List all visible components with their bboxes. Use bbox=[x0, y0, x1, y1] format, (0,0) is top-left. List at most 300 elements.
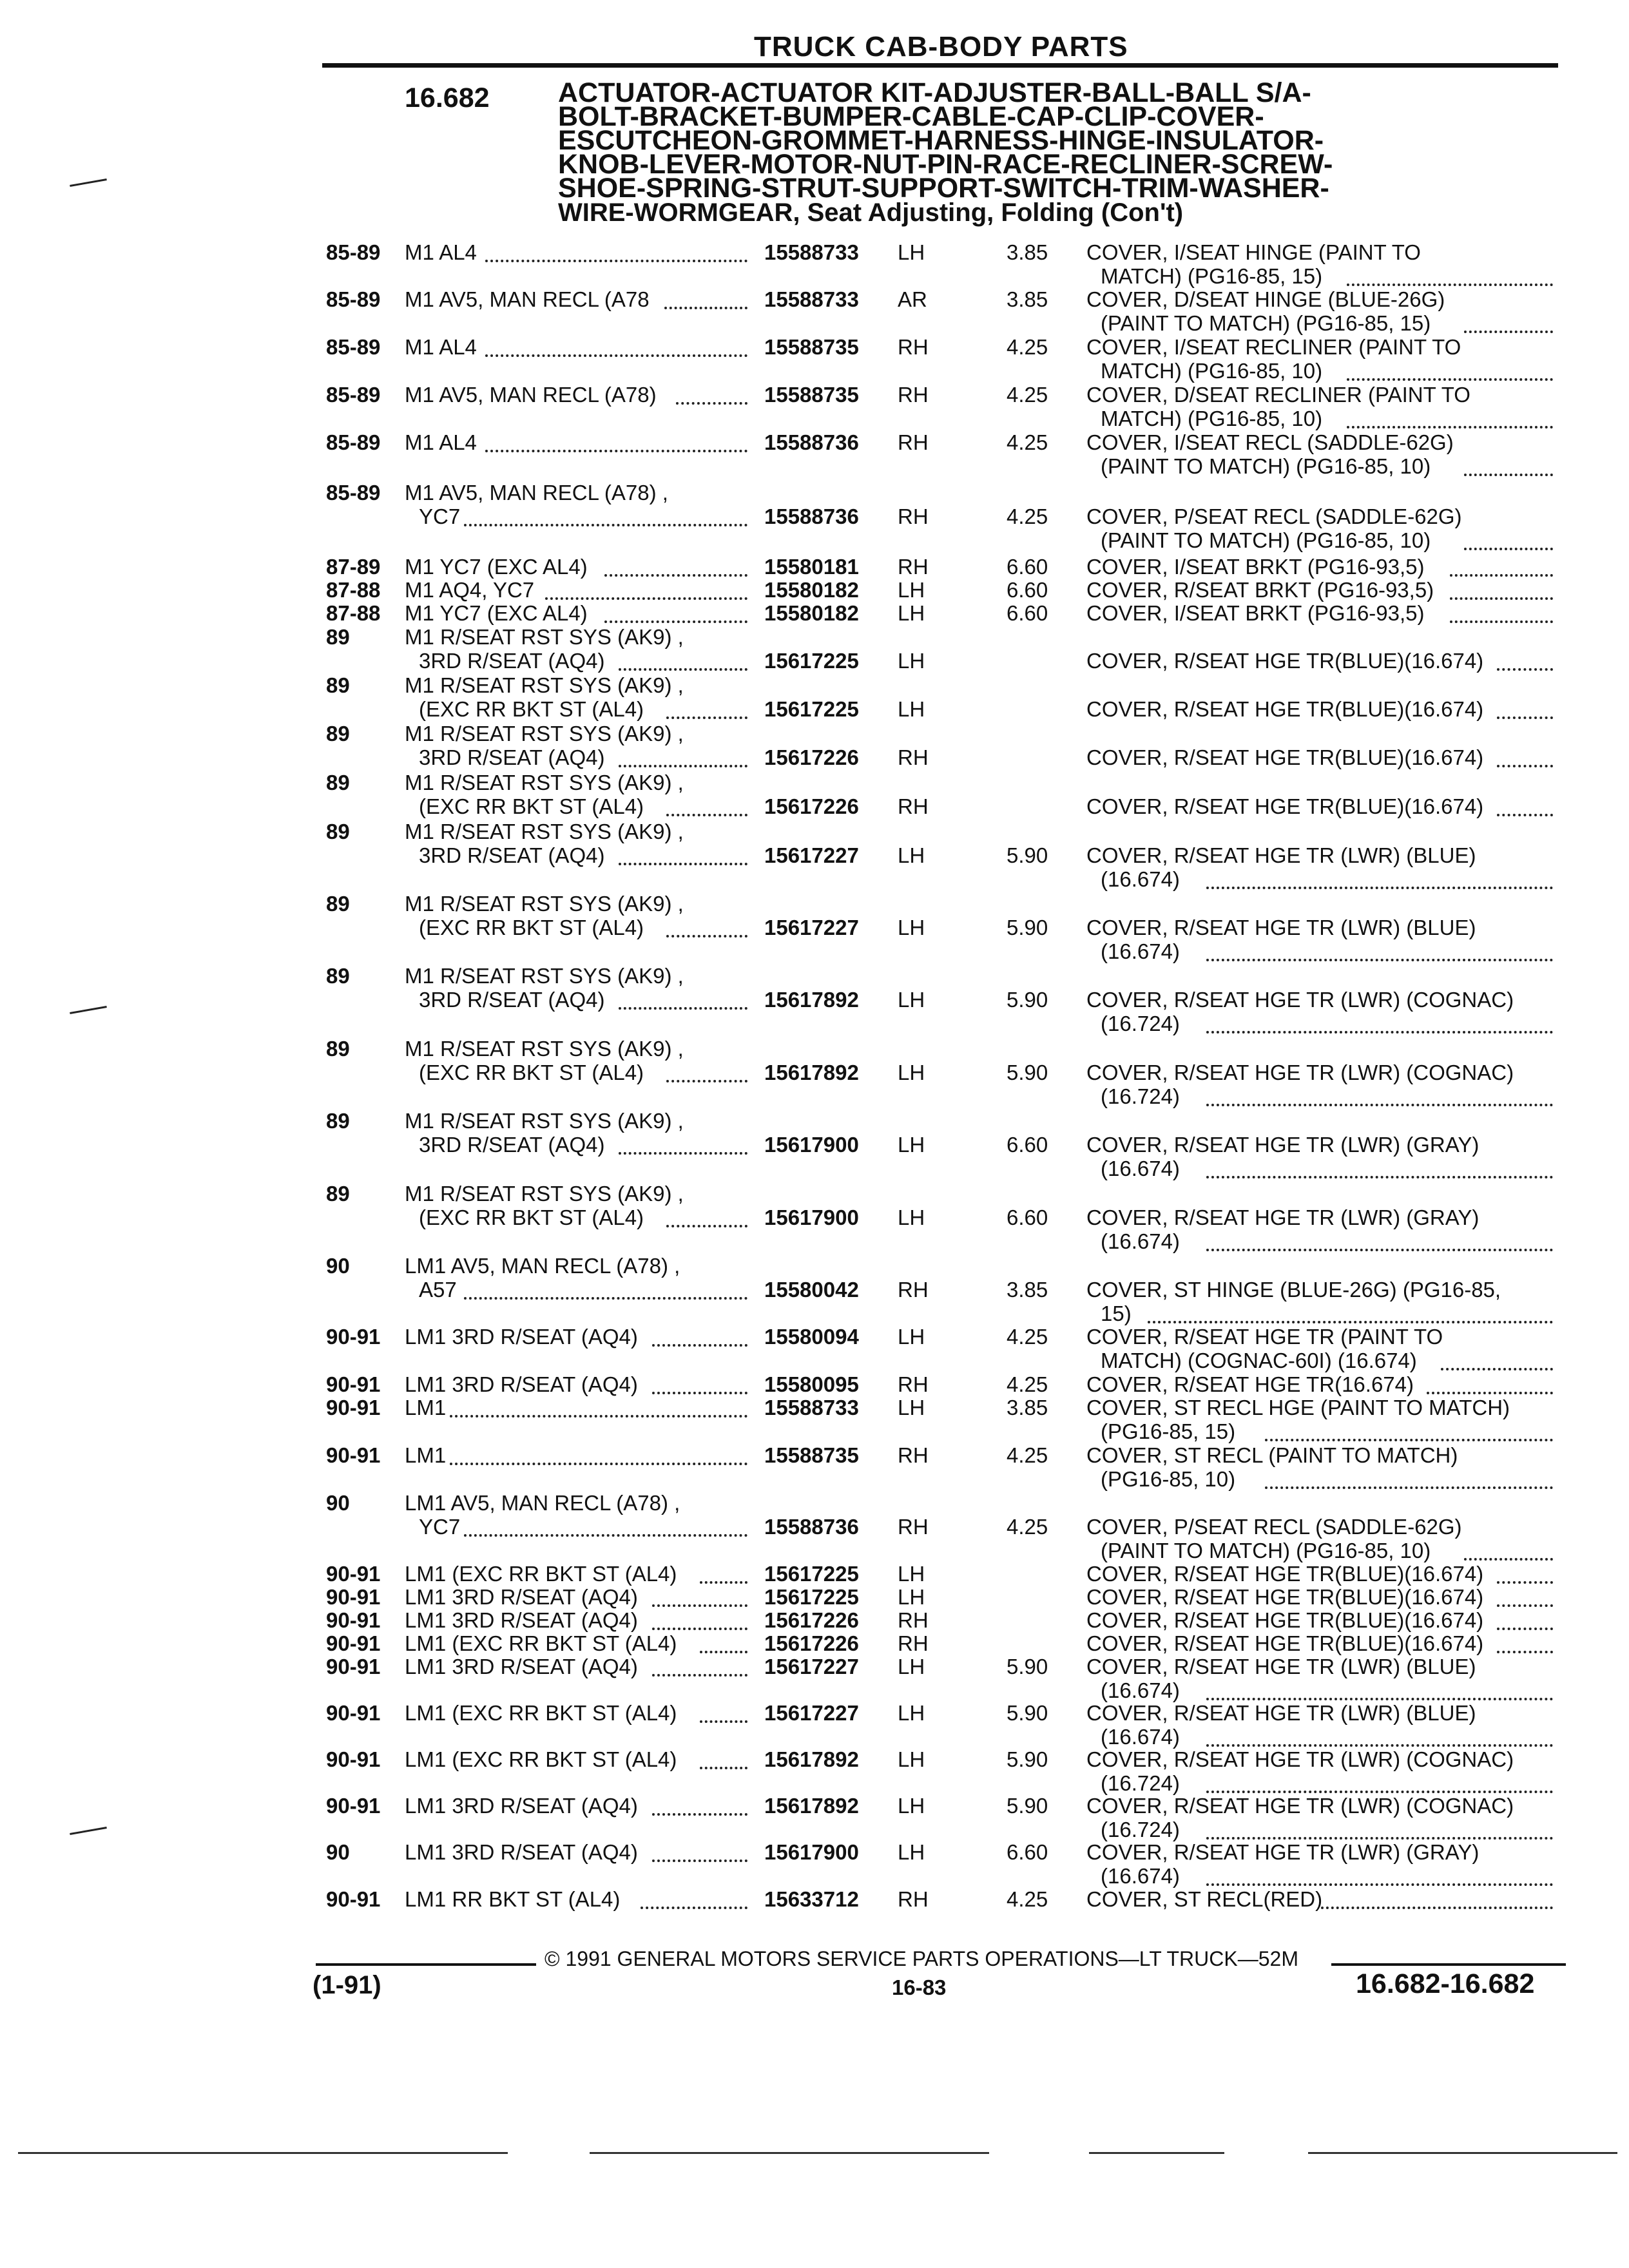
model-line: M1 AL4 bbox=[405, 335, 477, 359]
model-line: LM1 3RD R/SEAT (AQ4) bbox=[405, 1325, 638, 1349]
leader-dots bbox=[1206, 884, 1553, 889]
side-code: RH bbox=[898, 1278, 929, 1302]
leader-dots bbox=[1497, 666, 1553, 671]
price: 4.25 bbox=[1007, 1372, 1048, 1396]
leader-dots bbox=[450, 1460, 748, 1465]
model-line: LM1 bbox=[405, 1443, 447, 1467]
leader-dots bbox=[1148, 1318, 1553, 1323]
description-line: COVER, ST RECL HGE (PAINT TO MATCH) bbox=[1086, 1396, 1510, 1419]
model-line: M1 R/SEAT RST SYS (AK9) , bbox=[405, 964, 684, 988]
price: 4.25 bbox=[1007, 335, 1048, 359]
model-line: M1 R/SEAT RST SYS (AK9) , bbox=[405, 1182, 684, 1206]
leader-dots bbox=[485, 257, 747, 262]
leader-dots bbox=[1347, 281, 1553, 286]
model-line: LM1 3RD R/SEAT (AQ4) bbox=[405, 1608, 638, 1632]
description-line: (PAINT TO MATCH) (PG16-85, 10) bbox=[1101, 454, 1431, 478]
description-line: (16.674) bbox=[1101, 867, 1180, 891]
description-line: (16.724) bbox=[1101, 1084, 1180, 1108]
leader-dots bbox=[1497, 1579, 1553, 1584]
year-range: 90-91 bbox=[326, 1747, 381, 1771]
footer-date-code: (1-91) bbox=[313, 1971, 381, 1999]
part-number: 15588735 bbox=[764, 335, 859, 359]
side-code: LH bbox=[898, 1585, 925, 1609]
side-code: LH bbox=[898, 1701, 925, 1725]
side-code: RH bbox=[898, 1515, 929, 1539]
part-number: 15580094 bbox=[764, 1325, 859, 1349]
section-title-line: ESCUTCHEON-GROMMET-HARNESS-HINGE-INSULATOR- bbox=[558, 125, 1324, 156]
year-range: 90-91 bbox=[326, 1701, 381, 1725]
model-line: A57 bbox=[419, 1278, 457, 1302]
year-range: 90-91 bbox=[326, 1655, 381, 1678]
part-number: 15617227 bbox=[764, 916, 859, 939]
page-edge-line bbox=[1089, 2152, 1224, 2154]
price: 5.90 bbox=[1007, 1747, 1048, 1771]
part-number: 15580182 bbox=[764, 601, 859, 625]
leader-dots bbox=[1450, 572, 1553, 577]
model-line: M1 R/SEAT RST SYS (AK9) , bbox=[405, 1109, 684, 1133]
side-code: RH bbox=[898, 555, 929, 579]
year-range: 90-91 bbox=[326, 1396, 381, 1419]
leader-dots bbox=[664, 304, 748, 309]
price: 5.90 bbox=[1007, 1061, 1048, 1084]
leader-dots bbox=[1206, 1881, 1553, 1886]
year-range: 90-91 bbox=[326, 1794, 381, 1818]
model-line: YC7 bbox=[419, 505, 461, 528]
price: 5.90 bbox=[1007, 988, 1048, 1012]
description-line: COVER, R/SEAT HGE TR (PAINT TO bbox=[1086, 1325, 1443, 1349]
leader-dots bbox=[700, 1764, 747, 1769]
year-range: 85-89 bbox=[326, 335, 381, 359]
leader-dots bbox=[450, 1412, 748, 1418]
year-range: 87-88 bbox=[326, 601, 381, 625]
leader-dots bbox=[1206, 1246, 1553, 1251]
side-code: LH bbox=[898, 1747, 925, 1771]
leader-dots bbox=[464, 521, 748, 526]
leader-dots bbox=[652, 1625, 747, 1630]
description-line: (PAINT TO MATCH) (PG16-85, 10) bbox=[1101, 1539, 1431, 1562]
side-code: LH bbox=[898, 1794, 925, 1818]
price: 5.90 bbox=[1007, 1655, 1048, 1678]
side-code: LH bbox=[898, 1325, 925, 1349]
part-number: 15617900 bbox=[764, 1206, 859, 1229]
price: 4.25 bbox=[1007, 505, 1048, 528]
side-code: RH bbox=[898, 1372, 929, 1396]
description-line: (16.674) bbox=[1101, 1725, 1180, 1749]
side-code: LH bbox=[898, 1206, 925, 1229]
leader-dots bbox=[1206, 956, 1553, 961]
description-line: COVER, I/SEAT RECLINER (PAINT TO bbox=[1086, 335, 1461, 359]
price: 3.85 bbox=[1007, 1278, 1048, 1302]
side-code: LH bbox=[898, 843, 925, 867]
year-range: 85-89 bbox=[326, 383, 381, 407]
leader-dots bbox=[1265, 1436, 1553, 1441]
year-range: 90-91 bbox=[326, 1325, 381, 1349]
page-edge-line bbox=[1308, 2152, 1617, 2154]
year-range: 89 bbox=[326, 722, 350, 745]
year-range: 90-91 bbox=[326, 1887, 381, 1911]
description-line: COVER, R/SEAT HGE TR (LWR) (BLUE) bbox=[1086, 916, 1476, 939]
model-line: M1 AL4 bbox=[405, 430, 477, 454]
description-line: COVER, R/SEAT HGE TR (LWR) (COGNAC) bbox=[1086, 988, 1514, 1012]
leader-dots bbox=[1497, 714, 1553, 719]
year-range: 89 bbox=[326, 1037, 350, 1061]
leader-dots bbox=[1464, 328, 1553, 333]
part-number: 15617226 bbox=[764, 1608, 859, 1632]
description-line: COVER, R/SEAT HGE TR (LWR) (BLUE) bbox=[1086, 1701, 1476, 1725]
leader-dots bbox=[641, 1904, 748, 1909]
year-range: 85-89 bbox=[326, 430, 381, 454]
description-line: COVER, ST RECL (PAINT TO MATCH) bbox=[1086, 1443, 1458, 1467]
description-line: COVER, R/SEAT HGE TR(BLUE)(16.674) bbox=[1086, 1585, 1484, 1609]
description-line: COVER, I/SEAT BRKT (PG16-93,5) bbox=[1086, 555, 1425, 579]
price: 5.90 bbox=[1007, 1794, 1048, 1818]
year-range: 85-89 bbox=[326, 481, 381, 505]
description-line: MATCH) (PG16-85, 10) bbox=[1101, 407, 1323, 430]
description-line: COVER, R/SEAT HGE TR(BLUE)(16.674) bbox=[1086, 794, 1484, 818]
model-line: (EXC RR BKT ST (AL4) bbox=[419, 1061, 644, 1084]
leader-dots bbox=[1497, 811, 1553, 816]
description-line: MATCH) (PG16-85, 15) bbox=[1101, 264, 1323, 288]
year-range: 85-89 bbox=[326, 240, 381, 264]
price: 3.85 bbox=[1007, 1396, 1048, 1419]
model-line: LM1 3RD R/SEAT (AQ4) bbox=[405, 1585, 638, 1609]
description-line: MATCH) (COGNAC-60I) (16.674) bbox=[1101, 1349, 1417, 1372]
description-line: (16.724) bbox=[1101, 1012, 1180, 1035]
description-line: COVER, R/SEAT HGE TR (LWR) (COGNAC) bbox=[1086, 1794, 1514, 1818]
part-number: 15633712 bbox=[764, 1887, 859, 1911]
side-code: LH bbox=[898, 578, 925, 602]
section-title-line: KNOB-LEVER-MOTOR-NUT-PIN-RACE-RECLINER-SCREW- bbox=[558, 149, 1333, 180]
leader-dots bbox=[619, 1004, 747, 1010]
model-line: M1 R/SEAT RST SYS (AK9) , bbox=[405, 722, 684, 745]
description-line: COVER, R/SEAT HGE TR (LWR) (GRAY) bbox=[1086, 1840, 1480, 1864]
leader-dots bbox=[1206, 1028, 1553, 1033]
description-line: COVER, P/SEAT RECL (SADDLE-62G) bbox=[1086, 1515, 1462, 1539]
description-line: COVER, R/SEAT HGE TR(BLUE)(16.674) bbox=[1086, 697, 1484, 721]
price: 6.60 bbox=[1007, 555, 1048, 579]
description-line: COVER, I/SEAT BRKT (PG16-93,5) bbox=[1086, 601, 1425, 625]
section-title-last-keywords: WIRE-WORMGEAR, bbox=[558, 198, 807, 227]
leader-dots bbox=[1347, 376, 1553, 381]
side-code: LH bbox=[898, 649, 925, 673]
leader-dots bbox=[1450, 618, 1553, 623]
model-line: LM1 (EXC RR BKT ST (AL4) bbox=[405, 1631, 677, 1655]
side-code: LH bbox=[898, 1840, 925, 1864]
model-line: LM1 3RD R/SEAT (AQ4) bbox=[405, 1840, 638, 1864]
year-range: 90-91 bbox=[326, 1631, 381, 1655]
description-line: MATCH) (PG16-85, 10) bbox=[1101, 359, 1323, 383]
year-range: 90 bbox=[326, 1840, 350, 1864]
side-code: LH bbox=[898, 1562, 925, 1586]
part-number: 15580182 bbox=[764, 578, 859, 602]
price: 3.85 bbox=[1007, 240, 1048, 264]
description-line: COVER, R/SEAT HGE TR(BLUE)(16.674) bbox=[1086, 1608, 1484, 1632]
model-line: M1 R/SEAT RST SYS (AK9) , bbox=[405, 673, 684, 697]
description-line: (PAINT TO MATCH) (PG16-85, 10) bbox=[1101, 528, 1431, 552]
leader-dots bbox=[545, 595, 748, 600]
side-code: LH bbox=[898, 916, 925, 939]
description-line: COVER, R/SEAT HGE TR (LWR) (GRAY) bbox=[1086, 1206, 1480, 1229]
model-line: M1 YC7 (EXC AL4) bbox=[405, 555, 588, 579]
year-range: 89 bbox=[326, 625, 350, 649]
model-line: 3RD R/SEAT (AQ4) bbox=[419, 1133, 605, 1157]
leader-dots bbox=[1497, 1648, 1553, 1653]
year-range: 89 bbox=[326, 1109, 350, 1133]
model-line: LM1 AV5, MAN RECL (A78) , bbox=[405, 1491, 680, 1515]
page-edge-line bbox=[590, 2152, 989, 2154]
model-line: M1 R/SEAT RST SYS (AK9) , bbox=[405, 892, 684, 916]
leader-dots bbox=[619, 1149, 747, 1155]
description-line: COVER, R/SEAT HGE TR (LWR) (BLUE) bbox=[1086, 1655, 1476, 1678]
leader-dots bbox=[666, 1222, 747, 1227]
description-line: COVER, I/SEAT RECL (SADDLE-62G) bbox=[1086, 430, 1454, 454]
side-code: LH bbox=[898, 1133, 925, 1157]
model-line: LM1 (EXC RR BKT ST (AL4) bbox=[405, 1747, 677, 1771]
description-line: COVER, R/SEAT HGE TR(BLUE)(16.674) bbox=[1086, 1631, 1484, 1655]
side-code: RH bbox=[898, 505, 929, 528]
model-line: M1 AV5, MAN RECL (A78 bbox=[405, 287, 650, 311]
leader-dots bbox=[652, 1602, 747, 1607]
description-line: COVER, R/SEAT BRKT (PG16-93,5) bbox=[1086, 578, 1434, 602]
model-line: M1 AQ4, YC7 bbox=[405, 578, 535, 602]
leader-dots bbox=[652, 1389, 747, 1394]
footer-copyright: © 1991 GENERAL MOTORS SERVICE PARTS OPERATIONS—LT TRUCK—52M bbox=[545, 1947, 1298, 1970]
leader-dots bbox=[1206, 1742, 1553, 1747]
part-number: 15617225 bbox=[764, 1562, 859, 1586]
part-number: 15617900 bbox=[764, 1840, 859, 1864]
part-number: 15580042 bbox=[764, 1278, 859, 1302]
part-number: 15588736 bbox=[764, 1515, 859, 1539]
part-number: 15617226 bbox=[764, 1631, 859, 1655]
leader-dots bbox=[1347, 423, 1553, 428]
model-line: M1 R/SEAT RST SYS (AK9) , bbox=[405, 1037, 684, 1061]
part-number: 15588733 bbox=[764, 287, 859, 311]
page-edge-line bbox=[18, 2152, 508, 2154]
description-line: COVER, ST HINGE (BLUE-26G) (PG16-85, bbox=[1086, 1278, 1501, 1302]
model-line: 3RD R/SEAT (AQ4) bbox=[419, 988, 605, 1012]
model-line: LM1 3RD R/SEAT (AQ4) bbox=[405, 1655, 638, 1678]
year-range: 90-91 bbox=[326, 1608, 381, 1632]
model-line: M1 YC7 (EXC AL4) bbox=[405, 601, 588, 625]
model-line: (EXC RR BKT ST (AL4) bbox=[419, 697, 644, 721]
model-line: M1 AV5, MAN RECL (A78) bbox=[405, 383, 657, 407]
leader-dots bbox=[1497, 762, 1553, 767]
part-number: 15617227 bbox=[764, 1655, 859, 1678]
leader-dots bbox=[666, 811, 747, 816]
side-code: RH bbox=[898, 335, 929, 359]
leader-dots bbox=[666, 1077, 747, 1082]
description-line: COVER, I/SEAT HINGE (PAINT TO bbox=[1086, 240, 1421, 264]
year-range: 90 bbox=[326, 1491, 350, 1515]
description-line: (PG16-85, 15) bbox=[1101, 1419, 1236, 1443]
model-line: 3RD R/SEAT (AQ4) bbox=[419, 649, 605, 673]
price: 6.60 bbox=[1007, 601, 1048, 625]
side-code: LH bbox=[898, 988, 925, 1012]
section-title-line: BOLT-BRACKET-BUMPER-CABLE-CAP-CLIP-COVER- bbox=[558, 101, 1264, 132]
year-range: 90-91 bbox=[326, 1562, 381, 1586]
side-code: RH bbox=[898, 1608, 929, 1632]
side-code: AR bbox=[898, 287, 927, 311]
price: 6.60 bbox=[1007, 578, 1048, 602]
leader-dots bbox=[1206, 1173, 1553, 1178]
model-line: M1 AV5, MAN RECL (A78) , bbox=[405, 481, 668, 505]
leader-dots bbox=[1450, 595, 1553, 600]
side-code: RH bbox=[898, 1887, 929, 1911]
year-range: 87-89 bbox=[326, 555, 381, 579]
price: 6.60 bbox=[1007, 1840, 1048, 1864]
price: 3.85 bbox=[1007, 287, 1048, 311]
part-number: 15617225 bbox=[764, 1585, 859, 1609]
description-line: COVER, R/SEAT HGE TR (LWR) (GRAY) bbox=[1086, 1133, 1480, 1157]
part-number: 15617900 bbox=[764, 1133, 859, 1157]
description-line: COVER, D/SEAT HINGE (BLUE-26G) bbox=[1086, 287, 1445, 311]
leader-dots bbox=[1206, 1788, 1553, 1793]
description-line: COVER, P/SEAT RECL (SADDLE-62G) bbox=[1086, 505, 1462, 528]
price: 4.25 bbox=[1007, 1515, 1048, 1539]
model-line: LM1 3RD R/SEAT (AQ4) bbox=[405, 1794, 638, 1818]
side-code: RH bbox=[898, 1631, 929, 1655]
part-number: 15617227 bbox=[764, 843, 859, 867]
year-range: 90-91 bbox=[326, 1585, 381, 1609]
description-line: COVER, R/SEAT HGE TR (LWR) (COGNAC) bbox=[1086, 1747, 1514, 1771]
side-code: LH bbox=[898, 1061, 925, 1084]
leader-dots bbox=[652, 1671, 747, 1677]
description-line: COVER, R/SEAT HGE TR(BLUE)(16.674) bbox=[1086, 745, 1484, 769]
leader-dots bbox=[666, 932, 747, 937]
leader-dots bbox=[1497, 1625, 1553, 1630]
model-line: LM1 (EXC RR BKT ST (AL4) bbox=[405, 1562, 677, 1586]
year-range: 89 bbox=[326, 964, 350, 988]
leader-dots bbox=[1441, 1365, 1553, 1370]
price: 4.25 bbox=[1007, 1443, 1048, 1467]
description-line: (16.674) bbox=[1101, 1229, 1180, 1253]
year-range: 89 bbox=[326, 771, 350, 794]
model-line: LM1 (EXC RR BKT ST (AL4) bbox=[405, 1701, 677, 1725]
price: 5.90 bbox=[1007, 916, 1048, 939]
description-line: (16.674) bbox=[1101, 1864, 1180, 1888]
description-line: COVER, R/SEAT HGE TR(16.674) bbox=[1086, 1372, 1414, 1396]
description-line: (16.724) bbox=[1101, 1771, 1180, 1795]
price: 6.60 bbox=[1007, 1206, 1048, 1229]
leader-dots bbox=[619, 860, 747, 865]
leader-dots bbox=[619, 666, 747, 671]
side-code: RH bbox=[898, 794, 929, 818]
part-number: 15580181 bbox=[764, 555, 859, 579]
leader-dots bbox=[1464, 1555, 1553, 1561]
part-number: 15588733 bbox=[764, 240, 859, 264]
side-code: LH bbox=[898, 1396, 925, 1419]
footer-rule bbox=[1331, 1963, 1566, 1966]
model-line: LM1 AV5, MAN RECL (A78) , bbox=[405, 1254, 680, 1278]
leader-dots bbox=[604, 572, 747, 577]
side-code: RH bbox=[898, 1443, 929, 1467]
description-line: COVER, R/SEAT HGE TR (LWR) (BLUE) bbox=[1086, 843, 1476, 867]
part-number: 15617892 bbox=[764, 1061, 859, 1084]
part-number: 15617227 bbox=[764, 1701, 859, 1725]
part-number: 15617225 bbox=[764, 649, 859, 673]
description-line: COVER, R/SEAT HGE TR (LWR) (COGNAC) bbox=[1086, 1061, 1514, 1084]
description-line: (16.674) bbox=[1101, 939, 1180, 963]
leader-dots bbox=[676, 399, 747, 405]
year-range: 90-91 bbox=[326, 1372, 381, 1396]
description-line: COVER, D/SEAT RECLINER (PAINT TO bbox=[1086, 383, 1470, 407]
section-number: 16.682 bbox=[405, 82, 490, 113]
year-range: 85-89 bbox=[326, 287, 381, 311]
description-line: COVER, ST RECL(RED) bbox=[1086, 1887, 1323, 1911]
part-number: 15617225 bbox=[764, 697, 859, 721]
part-number: 15588735 bbox=[764, 1443, 859, 1467]
year-range: 90 bbox=[326, 1254, 350, 1278]
model-line: M1 R/SEAT RST SYS (AK9) , bbox=[405, 771, 684, 794]
model-line: 3RD R/SEAT (AQ4) bbox=[419, 745, 605, 769]
leader-dots bbox=[1321, 1904, 1553, 1909]
page-header-title: TRUCK CAB-BODY PARTS bbox=[754, 31, 1128, 62]
leader-dots bbox=[619, 762, 747, 767]
side-code: LH bbox=[898, 240, 925, 264]
part-number: 15588733 bbox=[764, 1396, 859, 1419]
price: 6.60 bbox=[1007, 1133, 1048, 1157]
leader-dots bbox=[700, 1718, 747, 1723]
leader-dots bbox=[666, 714, 747, 719]
year-range: 89 bbox=[326, 820, 350, 843]
description-line: (PAINT TO MATCH) (PG16-85, 15) bbox=[1101, 311, 1431, 335]
leader-dots bbox=[1206, 1834, 1553, 1840]
model-line: M1 R/SEAT RST SYS (AK9) , bbox=[405, 625, 684, 649]
model-line: LM1 RR BKT ST (AL4) bbox=[405, 1887, 621, 1911]
part-number: 15588736 bbox=[764, 430, 859, 454]
description-line: COVER, R/SEAT HGE TR(BLUE)(16.674) bbox=[1086, 649, 1484, 673]
side-code: RH bbox=[898, 745, 929, 769]
price: 5.90 bbox=[1007, 843, 1048, 867]
part-number: 15617226 bbox=[764, 745, 859, 769]
leader-dots bbox=[464, 1532, 748, 1537]
price: 5.90 bbox=[1007, 1701, 1048, 1725]
model-line: YC7 bbox=[419, 1515, 461, 1539]
model-line: (EXC RR BKT ST (AL4) bbox=[419, 1206, 644, 1229]
side-code: RH bbox=[898, 430, 929, 454]
leader-dots bbox=[1265, 1484, 1553, 1489]
leader-dots bbox=[1427, 1389, 1553, 1394]
leader-dots bbox=[1206, 1695, 1553, 1700]
part-number: 15617892 bbox=[764, 1794, 859, 1818]
model-line: LM1 3RD R/SEAT (AQ4) bbox=[405, 1372, 638, 1396]
price: 4.25 bbox=[1007, 1887, 1048, 1911]
side-code: RH bbox=[898, 383, 929, 407]
leader-dots bbox=[1497, 1602, 1553, 1607]
year-range: 89 bbox=[326, 673, 350, 697]
year-range: 87-88 bbox=[326, 578, 381, 602]
description-line: COVER, R/SEAT HGE TR(BLUE)(16.674) bbox=[1086, 1562, 1484, 1586]
part-number: 15588736 bbox=[764, 505, 859, 528]
side-code: LH bbox=[898, 1655, 925, 1678]
part-number: 15617226 bbox=[764, 794, 859, 818]
part-number: 15580095 bbox=[764, 1372, 859, 1396]
part-number: 15588735 bbox=[764, 383, 859, 407]
year-range: 90-91 bbox=[326, 1443, 381, 1467]
model-line: M1 AL4 bbox=[405, 240, 477, 264]
description-line: (PG16-85, 10) bbox=[1101, 1467, 1236, 1491]
year-range: 89 bbox=[326, 892, 350, 916]
leader-dots bbox=[485, 447, 747, 452]
leader-dots bbox=[485, 352, 747, 357]
footer-rule bbox=[316, 1963, 536, 1966]
model-line: (EXC RR BKT ST (AL4) bbox=[419, 916, 644, 939]
leader-dots bbox=[604, 618, 747, 623]
price: 4.25 bbox=[1007, 1325, 1048, 1349]
description-line: (16.674) bbox=[1101, 1678, 1180, 1702]
section-title-suffix: Seat Adjusting, Folding (Con't) bbox=[807, 198, 1184, 227]
model-line: M1 R/SEAT RST SYS (AK9) , bbox=[405, 820, 684, 843]
